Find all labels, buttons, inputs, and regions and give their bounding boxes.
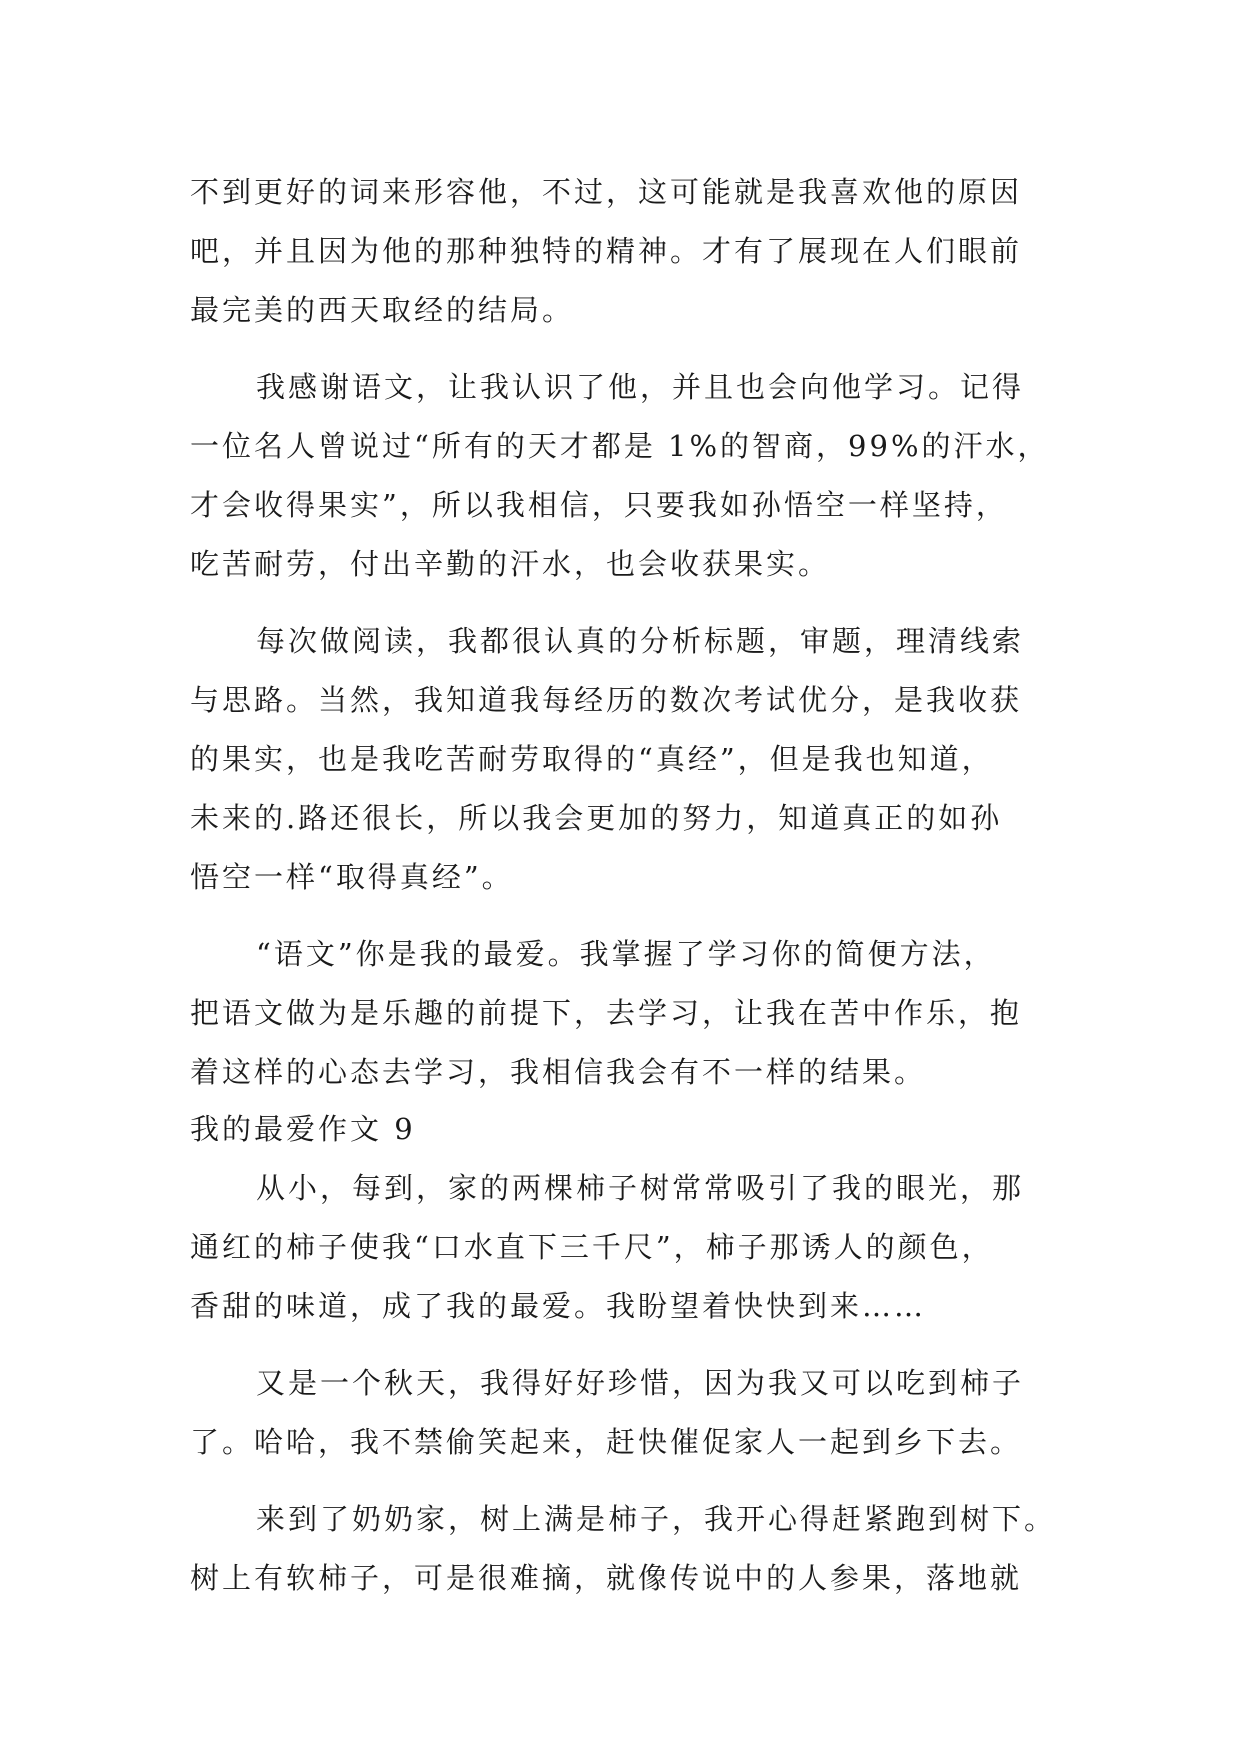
paragraph	[190, 1159, 1070, 1336]
text-line: 树上有软柿子，可是很难摘，就像传说中的人参果，落地就	[190, 1561, 1023, 1595]
section-title: 我的最爱作文 9	[190, 1112, 416, 1146]
text-line: 才会收得果实”，所以我相信，只要我如孙悟空一样坚持，	[190, 488, 1008, 522]
text-line: 吧，并且因为他的那种独特的精神。才有了展现在人们眼前	[190, 234, 1023, 268]
text-line: 一位名人曾说过“所有的天才都是 1%的智商，99%的汗水，	[190, 429, 1050, 463]
paragraph	[190, 1490, 1070, 1608]
text-line: 不到更好的词来形容他，不过，这可能就是我喜欢他的原因	[190, 175, 1023, 209]
paragraph	[190, 163, 1070, 340]
text-line: 吃苦耐劳，付出辛勤的汗水，也会收获果实。	[190, 547, 831, 581]
text-line: 与思路。当然，我知道我每经历的数次考试优分，是我收获	[190, 683, 1023, 717]
text-line: 悟空一样“取得真经”。	[190, 860, 514, 894]
text-line: 每次做阅读，我都很认真的分析标题，审题，理清线索	[256, 624, 1025, 658]
text-line: “语文”你是我的最爱。我掌握了学习你的简便方法，	[256, 937, 996, 971]
text-line: 最完美的西天取经的结局。	[190, 293, 575, 327]
text-line: 通红的柿子使我“口水直下三千尺”，柿子那诱人的颜色，	[190, 1230, 994, 1264]
essay-section-1	[190, 163, 1070, 1102]
essay-section-2	[190, 1100, 1070, 1608]
paragraph	[190, 925, 1070, 1102]
text-line: 把语文做为是乐趣的前提下，去学习，让我在苦中作乐，抱	[190, 996, 1023, 1030]
paragraph	[190, 1354, 1070, 1472]
paragraph	[190, 358, 1070, 594]
paragraph	[190, 612, 1070, 907]
text-line: 来到了奶奶家，树上满是柿子，我开心得赶紧跑到树下。	[256, 1502, 1057, 1536]
text-line: 的果实，也是我吃苦耐劳取得的“真经”，但是我也知道，	[190, 742, 994, 776]
text-line: 着这样的心态去学习，我相信我会有不一样的结果。	[190, 1055, 927, 1089]
text-line: 未来的.路还很长，所以我会更加的努力，知道真正的如孙	[190, 801, 1003, 835]
text-line: 了。哈哈，我不禁偷笑起来，赶快催促家人一起到乡下去。	[190, 1425, 1023, 1459]
text-line: 我感谢语文，让我认识了他，并且也会向他学习。记得	[256, 370, 1025, 404]
text-line: 香甜的味道，成了我的最爱。我盼望着快快到来……	[190, 1289, 927, 1323]
text-line: 又是一个秋天，我得好好珍惜，因为我又可以吃到柿子	[256, 1366, 1025, 1400]
text-line: 从小，每到，家的两棵柿子树常常吸引了我的眼光，那	[256, 1171, 1025, 1205]
